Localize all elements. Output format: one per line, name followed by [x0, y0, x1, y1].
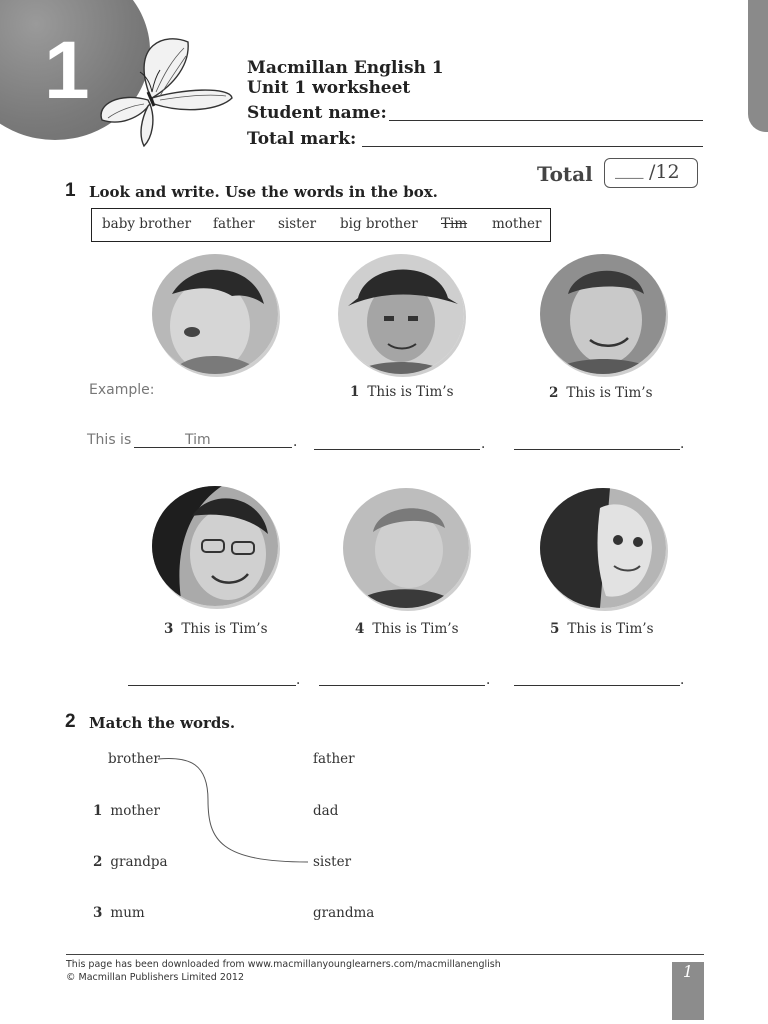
item-3-dot: .: [296, 672, 301, 688]
worksheet-subtitle: Unit 1 worksheet: [247, 78, 411, 98]
unit-number: 1: [44, 25, 90, 116]
item-1-number: 1: [350, 384, 360, 400]
item-2-answer-field[interactable]: [514, 449, 680, 450]
example-answer-line: [134, 447, 292, 448]
match-example-line: [150, 750, 320, 870]
item-1-caption: [350, 384, 454, 400]
total-out-of: /12: [649, 161, 680, 183]
example-prefix: This is: [87, 432, 132, 448]
word-box: [91, 208, 551, 242]
butterfly-icon: [90, 34, 240, 154]
word-mother: mother: [492, 216, 542, 232]
photo-mother: [152, 486, 278, 606]
match-right-father[interactable]: father: [313, 751, 355, 767]
item-3-answer-field[interactable]: [128, 685, 296, 686]
example-label: Example:: [89, 382, 155, 398]
question-2-number: 2: [65, 711, 76, 732]
item-3-caption: [164, 621, 268, 637]
item-2-dot: .: [680, 436, 685, 452]
question-2-instruction: Match the words.: [89, 714, 236, 732]
photo-sister: [540, 488, 666, 608]
match-left-2-number: 2: [93, 854, 103, 870]
item-4-caption: [355, 621, 459, 637]
item-5-number: 5: [550, 621, 560, 637]
total-mark-field[interactable]: [362, 146, 703, 147]
match-left-3-number: 3: [93, 905, 103, 921]
match-left-3-text: mum: [110, 905, 145, 921]
match-left-example-text: brother: [108, 751, 160, 767]
word-big-brother: big brother: [340, 216, 418, 232]
match-right-sister[interactable]: sister: [313, 854, 352, 870]
item-4-answer-field[interactable]: [319, 685, 485, 686]
item-3-text: This is Tim’s: [181, 621, 268, 637]
total-score-box[interactable]: [604, 158, 698, 188]
edge-tab: [748, 0, 768, 132]
item-1-text: This is Tim’s: [367, 384, 454, 400]
total-mark-label: Total mark:: [247, 129, 357, 149]
word-sister: sister: [278, 216, 317, 232]
item-5-text: This is Tim’s: [567, 621, 654, 637]
item-2-text: This is Tim’s: [566, 385, 653, 401]
page-number-tab: [672, 962, 704, 1020]
total-label: Total: [537, 162, 593, 186]
item-4-number: 4: [355, 621, 365, 637]
item-1-dot: .: [481, 436, 486, 452]
photo-big-brother: [338, 254, 464, 374]
item-2-caption: [549, 385, 653, 401]
item-3-number: 3: [164, 621, 174, 637]
item-5-caption: [550, 621, 654, 637]
match-left-3[interactable]: [93, 905, 145, 921]
word-tim-crossed: Tim: [441, 216, 468, 232]
item-4-text: This is Tim’s: [372, 621, 459, 637]
match-left-2-text: grandpa: [110, 854, 168, 870]
photo-baby-brother: [343, 488, 469, 608]
item-1-answer-field[interactable]: [314, 449, 480, 450]
word-baby-brother: baby brother: [102, 216, 192, 232]
student-name-field[interactable]: [389, 120, 703, 121]
match-left-1-text: mother: [110, 803, 160, 819]
photo-tim: [152, 254, 278, 374]
footer-source: This page has been downloaded from www.macmillanyounglearners.com/macmillanenglish: [66, 959, 501, 970]
total-blank: ___: [615, 157, 644, 179]
photo-father: [540, 254, 666, 374]
match-left-1-number: 1: [93, 803, 103, 819]
question-1-number: 1: [65, 180, 76, 201]
item-2-number: 2: [549, 385, 559, 401]
question-1-instruction: Look and write. Use the words in the box.: [89, 183, 438, 201]
footer-divider: [66, 954, 704, 955]
word-father: father: [213, 216, 255, 232]
example-dot: .: [293, 434, 298, 450]
item-4-dot: .: [486, 672, 491, 688]
match-right-dad[interactable]: dad: [313, 803, 339, 819]
example-answer: Tim: [185, 432, 211, 448]
page-number: 1: [682, 962, 694, 981]
item-5-answer-field[interactable]: [514, 685, 680, 686]
footer-copyright: © Macmillan Publishers Limited 2012: [66, 972, 244, 983]
worksheet-title: Macmillan English 1: [247, 58, 444, 78]
item-5-dot: .: [680, 672, 685, 688]
match-right-grandma[interactable]: grandma: [313, 905, 375, 921]
student-name-label: Student name:: [247, 103, 387, 123]
